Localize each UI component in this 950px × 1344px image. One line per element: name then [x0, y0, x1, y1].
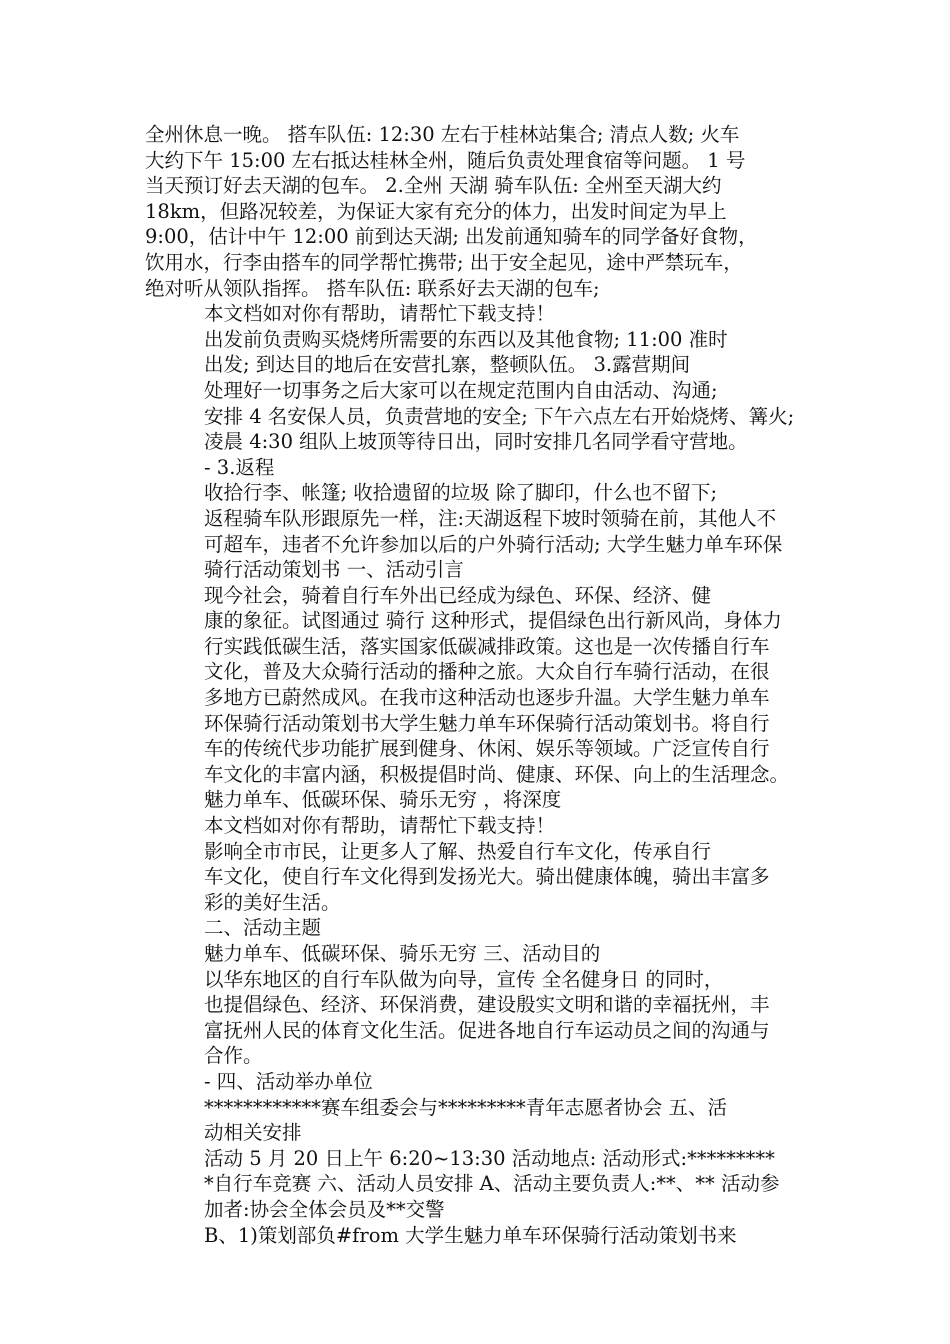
text-line: 车的传统代步功能扩展到健身、休闲、娱乐等领域。广泛宣传自行 — [204, 737, 770, 761]
text-line: 康的象征。试图通过 骑行 这种形式，提倡绿色出行新风尚，身体力 — [204, 609, 782, 633]
text-line: 安排 4 名安保人员，负责营地的安全; 下午六点左右开始烧烤、篝火; — [204, 404, 795, 428]
paragraph — [145, 455, 810, 481]
text-line: 出发; 到达目的地后在安营扎寨，整顿队伍。 3.露营期间 — [204, 353, 691, 377]
text-line: 现今社会，骑着自行车外出已经成为绿色、环保、经济、健 — [204, 583, 712, 607]
paragraph — [145, 967, 810, 1069]
paragraph — [145, 583, 810, 813]
text-line: 饮用水，行李由搭车的同学帮忙携带; 出于安全起见，途中严禁玩车， — [145, 250, 743, 274]
paragraph — [145, 122, 810, 301]
text-line: B、1)策划部负#from 大学生魅力单车环保骑行活动策划书来 — [204, 1223, 737, 1247]
text-line: 二、活动主题 — [204, 916, 322, 940]
text-line: 魅力单车、低碳环保、骑乐无穷 ，将深度 — [204, 788, 562, 812]
text-line: 加者:协会全体会员及**交警 — [204, 1197, 445, 1221]
text-line: 活动 5 月 20 日上午 6:20~13:30 活动地点: 活动形式:********* — [204, 1146, 775, 1170]
text-line: 行实践低碳生活，落实国家低碳减排政策。这也是一次传播自行车 — [204, 634, 770, 658]
document-body — [145, 122, 810, 1248]
text-line: 富抚州人民的体育文化生活。促进各地自行车运动员之间的沟通与 — [204, 1018, 770, 1042]
text-line: 车文化的丰富内涵，积极提倡时尚、健康、环保、向上的生活理念。 — [204, 762, 790, 786]
paragraph — [145, 839, 810, 916]
text-line: 可超车，违者不允许参加以后的户外骑行活动; 大学生魅力单车环保 — [204, 532, 783, 556]
text-line: 也提倡绿色、经济、环保消费，建设殷实文明和谐的幸福抚州，丰 — [204, 993, 770, 1017]
text-line: 本文档如对你有帮助，请帮忙下载支持！ — [204, 302, 556, 326]
paragraph — [145, 480, 810, 582]
paragraph — [145, 301, 810, 327]
text-line: 大约下午 15:00 左右抵达桂林全州，随后负责处理食宿等问题。 1 号 — [145, 148, 746, 172]
text-line: 骑行活动策划书 一、活动引言 — [204, 558, 464, 582]
text-line: 环保骑行活动策划书大学生魅力单车环保骑行活动策划书。将自行 — [204, 711, 770, 735]
text-line: 出发前负责购买烧烤所需要的东西以及其他食物; 11:00 准时 — [204, 327, 728, 351]
text-line: 多地方已蔚然成风。在我市这种活动也逐步升温。大学生魅力单车 — [204, 686, 770, 710]
paragraph — [145, 1223, 810, 1249]
paragraph — [145, 813, 810, 839]
text-line: 绝对听从领队指挥。 搭车队伍: 联系好去天湖的包车; — [145, 276, 600, 300]
text-line: ************赛车组委会与*********青年志愿者协会 五、活 — [204, 1095, 727, 1119]
text-line: 文化，普及大众骑行活动的播种之旅。大众自行车骑行活动，在很 — [204, 660, 770, 684]
paragraph — [145, 1095, 810, 1146]
text-line: 处理好一切事务之后大家可以在规定范围内自由活动、沟通; — [204, 378, 718, 402]
text-line: - 四、活动举办单位 — [204, 1069, 373, 1093]
text-line: 返程骑车队形跟原先一样，注:天湖返程下坡时领骑在前，其他人不 — [204, 506, 777, 530]
text-line: 彩的美好生活。 — [204, 890, 341, 914]
text-line: 凌晨 4:30 组队上坡顶等待日出，同时安排几名同学看守营地。 — [204, 430, 748, 454]
text-line: 车文化，使自行车文化得到发扬光大。骑出健康体魄，骑出丰富多 — [204, 865, 770, 889]
text-line: 收拾行李、帐篷; 收拾遗留的垃圾 除了脚印，什么也不留下; — [204, 481, 718, 505]
paragraph — [145, 941, 810, 967]
text-line: - 3.返程 — [204, 455, 275, 479]
text-line: *自行车竞赛 六、活动人员安排 A、活动主要负责人:**、** 活动参 — [204, 1172, 780, 1196]
paragraph — [145, 1146, 810, 1223]
text-line: 本文档如对你有帮助，请帮忙下载支持！ — [204, 814, 556, 838]
paragraph — [145, 915, 810, 941]
paragraph — [145, 378, 810, 455]
text-line: 当天预订好去天湖的包车。 2.全州 天湖 骑车队伍: 全州至天湖大约 — [145, 174, 722, 198]
text-line: 动相关安排 — [204, 1121, 302, 1145]
text-line: 合作。 — [204, 1044, 263, 1068]
text-line: 18km，但路况较差，为保证大家有充分的体力，出发时间定为早上 — [145, 199, 727, 223]
text-line: 影响全市市民，让更多人了解、热爱自行车文化，传承自行 — [204, 839, 712, 863]
text-line: 9:00，估计中午 12:00 前到达天湖; 出发前通知骑车的同学备好食物， — [145, 225, 758, 249]
paragraph — [145, 1069, 810, 1095]
text-line: 以华东地区的自行车队做为向导，宣传 全名健身日 的同时， — [204, 967, 724, 991]
text-line: 全州休息一晚。 搭车队伍: 12:30 左右于桂林站集合; 清点人数; 火车 — [145, 123, 740, 146]
paragraph — [145, 327, 810, 378]
text-line: 魅力单车、低碳环保、骑乐无穷 三、活动目的 — [204, 942, 601, 965]
